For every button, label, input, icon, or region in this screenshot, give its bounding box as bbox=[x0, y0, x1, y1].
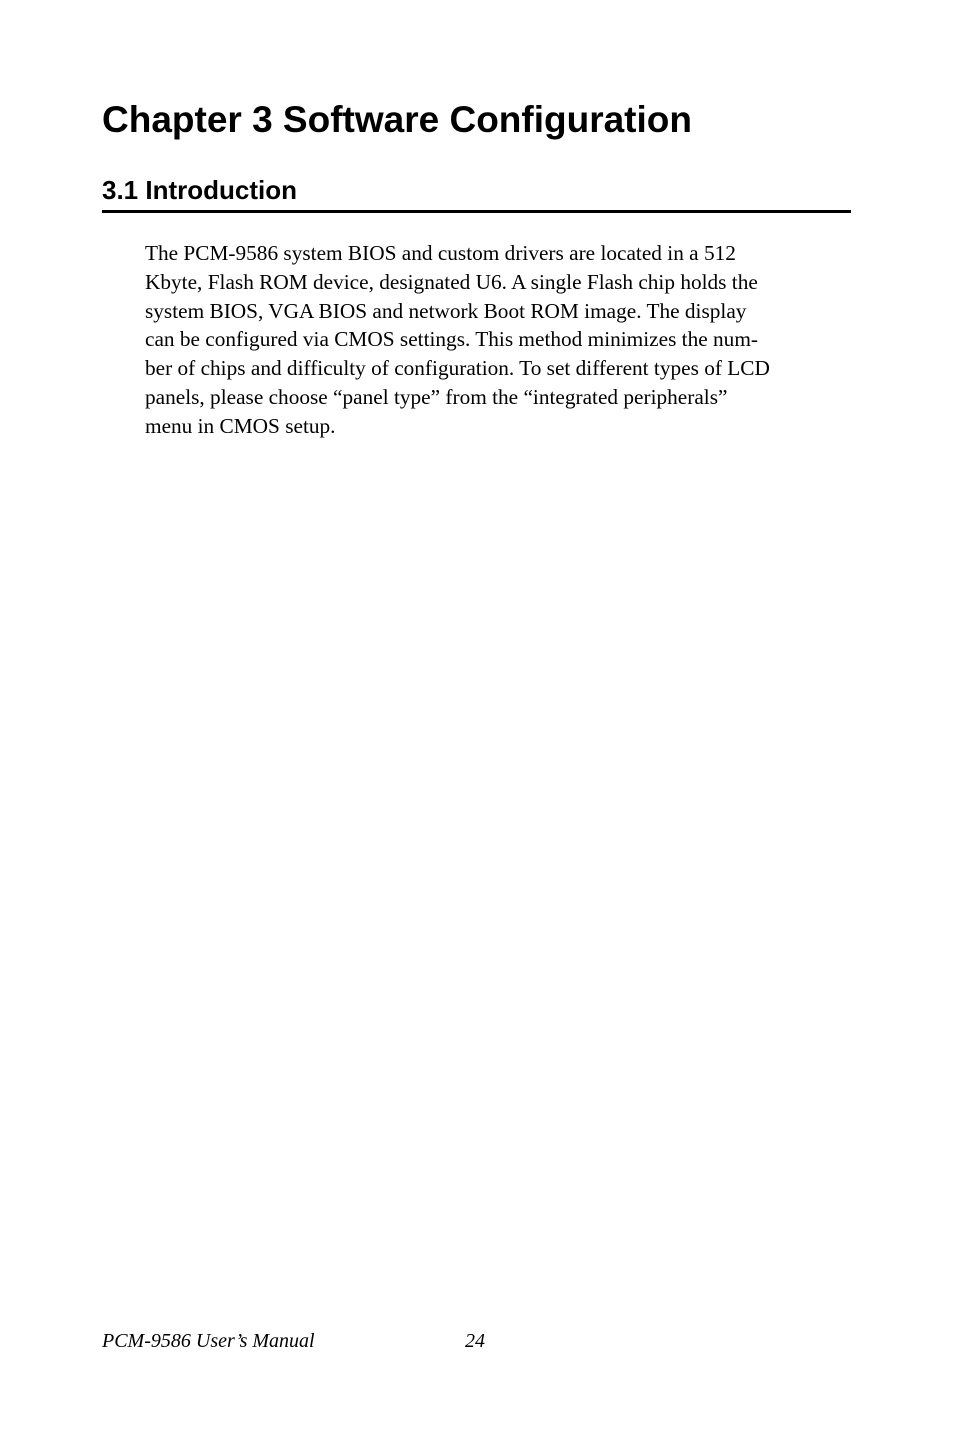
intro-paragraph bbox=[145, 239, 851, 441]
paragraph-line: The PCM-9586 system BIOS and custom drivers are located in a 512 bbox=[145, 241, 736, 265]
paragraph-line: panels, please choose “panel type” from the “integrated peripherals” bbox=[145, 384, 728, 409]
footer-page-number: 24 bbox=[465, 1330, 485, 1352]
paragraph-line: ber of chips and difficulty of configuration. To set different types of LCD bbox=[145, 356, 770, 381]
paragraph-line: can be configured via CMOS settings. This method minimizes the num- bbox=[145, 327, 758, 352]
footer-manual-title: PCM-9586 User’s Manual bbox=[102, 1330, 315, 1352]
chapter-title: Chapter 3 Software Configuration bbox=[102, 99, 692, 140]
section-heading: 3.1 Introduction bbox=[102, 172, 851, 213]
paragraph-line: system BIOS, VGA BIOS and network Boot ROM image. The display bbox=[145, 298, 747, 323]
paragraph-line: menu in CMOS setup. bbox=[145, 413, 336, 438]
paragraph-line: Kbyte, Flash ROM device, designated U6. A single Flash chip holds the bbox=[145, 269, 758, 294]
